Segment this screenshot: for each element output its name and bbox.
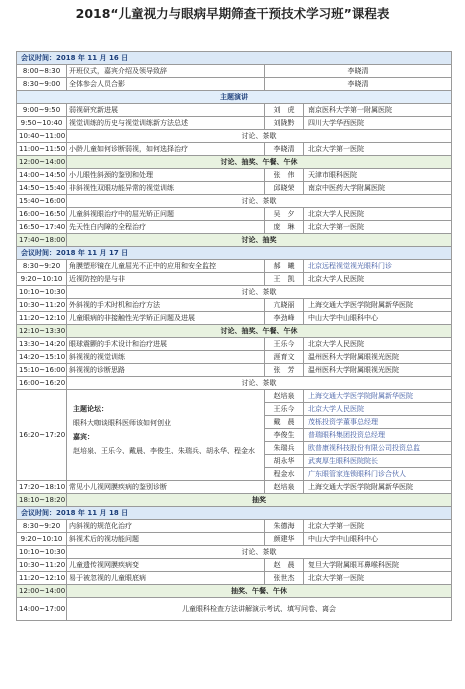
time-cell: 9:00~9:50 bbox=[17, 104, 67, 117]
speaker-cell: 李劲峰 bbox=[265, 312, 304, 325]
session-row bbox=[17, 533, 452, 546]
speaker-cell: 庞 琳 bbox=[265, 221, 304, 234]
break-row bbox=[17, 546, 452, 559]
org-cell: 温州医科大学附属眼视光医院 bbox=[304, 351, 452, 364]
org-cell: 北京大学人民医院 bbox=[304, 403, 452, 416]
org-cell: 中山大学中山眼科中心 bbox=[304, 312, 452, 325]
time-cell: 10:30~11:20 bbox=[17, 559, 67, 572]
session-row bbox=[17, 117, 452, 130]
break-row bbox=[17, 377, 452, 390]
org-cell: 北京大学人民医院 bbox=[304, 338, 452, 351]
time-cell: 9:50~10:40 bbox=[17, 117, 67, 130]
org-cell: 普瑞眼科集团投资总经理 bbox=[304, 429, 452, 442]
time-cell: 10:10~10:30 bbox=[17, 546, 67, 559]
time-cell: 11:20~12:10 bbox=[17, 572, 67, 585]
break-row bbox=[17, 130, 452, 143]
break-row bbox=[17, 598, 452, 621]
session-row bbox=[17, 520, 452, 533]
time-cell: 11:20~12:10 bbox=[17, 312, 67, 325]
forum-row bbox=[17, 390, 452, 403]
org-cell: 上海交通大学医学院附属新华医院 bbox=[304, 390, 452, 403]
time-cell: 16:00~16:50 bbox=[17, 208, 67, 221]
activity-cell: 讨论、茶歇 bbox=[67, 130, 452, 143]
speaker-cell: 刘陇黔 bbox=[265, 117, 304, 130]
session-row bbox=[17, 221, 452, 234]
time-cell: 10:40~11:00 bbox=[17, 130, 67, 143]
topic-cell: 弱视研究新进展 bbox=[67, 104, 265, 117]
speaker-cell: 刘 虎 bbox=[265, 104, 304, 117]
meal-row bbox=[17, 585, 452, 598]
time-cell: 14:00~17:00 bbox=[17, 598, 67, 621]
section-header-row bbox=[17, 91, 452, 104]
day-header-row bbox=[17, 52, 452, 65]
time-cell: 12:00~14:00 bbox=[17, 156, 67, 169]
topic-cell: 全体参会人员合影 bbox=[67, 78, 265, 91]
forum-topic-cell bbox=[67, 390, 265, 481]
time-cell: 8:00~8:30 bbox=[17, 65, 67, 78]
topic-cell: 斜视视的诊断思路 bbox=[67, 364, 265, 377]
session-row bbox=[17, 260, 452, 273]
session-row bbox=[17, 208, 452, 221]
time-cell: 13:30~14:20 bbox=[17, 338, 67, 351]
org-cell: 复旦大学附属眼耳鼻喉科医院 bbox=[304, 559, 452, 572]
topic-cell: 开班仪式，嘉宾介绍及领导致辞 bbox=[67, 65, 265, 78]
speaker-cell: 朱德海 bbox=[265, 520, 304, 533]
time-cell: 17:20~18:10 bbox=[17, 481, 67, 494]
speaker-cell: 吴 夕 bbox=[265, 208, 304, 221]
speaker-cell: 颜建华 bbox=[265, 533, 304, 546]
speaker-cell: 王乐今 bbox=[265, 403, 304, 416]
speaker-cell: 李俊生 bbox=[265, 429, 304, 442]
session-row bbox=[17, 364, 452, 377]
topic-cell: 眼球震颤的手术设计和治疗进展 bbox=[67, 338, 265, 351]
org-cell: 天津市眼科医院 bbox=[304, 169, 452, 182]
speaker-cell: 邱晓荣 bbox=[265, 182, 304, 195]
topic-cell: 视觉训练的历史与视觉训练新方法总述 bbox=[67, 117, 265, 130]
time-cell: 12:10~13:30 bbox=[17, 325, 67, 338]
topic-cell: 儿童斜视眼治疗中的屈光矫正问题 bbox=[67, 208, 265, 221]
day-header: 会议时间：2018 年 11 月 17 日 bbox=[17, 247, 452, 260]
org-cell: 欧普康视科技股份有限公司投资总监 bbox=[304, 442, 452, 455]
org-cell: 北京大学第一医院 bbox=[304, 221, 452, 234]
time-cell: 10:30~11:20 bbox=[17, 299, 67, 312]
time-cell: 9:20~10:10 bbox=[17, 273, 67, 286]
topic-cell: 常见小儿视网膜疾病的鉴别诊断 bbox=[67, 481, 265, 494]
session-row bbox=[17, 78, 452, 91]
speaker-cell: 李晓清 bbox=[265, 143, 304, 156]
session-row bbox=[17, 273, 452, 286]
time-cell: 15:10~16:00 bbox=[17, 364, 67, 377]
activity-cell: 讨论、茶歇 bbox=[67, 377, 452, 390]
org-cell: 北京大学人民医院 bbox=[304, 273, 452, 286]
time-cell: 8:30~9:20 bbox=[17, 260, 67, 273]
speaker-cell: 张 伟 bbox=[265, 169, 304, 182]
time-cell: 14:00~14:50 bbox=[17, 169, 67, 182]
speaker-cell: 朱瑞兵 bbox=[265, 442, 304, 455]
topic-cell: 内斜视的规范化治疗 bbox=[67, 520, 265, 533]
org-cell: 武爽厚生眼科医院院长 bbox=[304, 455, 452, 468]
org-cell: 北京大学第一医院 bbox=[304, 520, 452, 533]
time-cell: 14:20~15:10 bbox=[17, 351, 67, 364]
activity-cell: 讨论、抽奖、午餐、午休 bbox=[67, 325, 452, 338]
org-cell: 南京医科大学第一附属医院 bbox=[304, 104, 452, 117]
org-cell: 北京远程视觉视光眼科门诊 bbox=[304, 260, 452, 273]
day-header-row bbox=[17, 507, 452, 520]
topic-cell: 小儿眼性斜颈的鉴别和处理 bbox=[67, 169, 265, 182]
time-cell: 16:00~16:20 bbox=[17, 377, 67, 390]
topic-cell: 近视防控的是与非 bbox=[67, 273, 265, 286]
speaker-cell: 李晓清 bbox=[265, 65, 452, 78]
org-cell: 北京大学第一医院 bbox=[304, 572, 452, 585]
time-cell: 11:00~11:50 bbox=[17, 143, 67, 156]
speaker-cell: 赵 晨 bbox=[265, 559, 304, 572]
meal-row bbox=[17, 234, 452, 247]
topic-cell: 儿童遗传视网膜疾病变 bbox=[67, 559, 265, 572]
forum-guests-label: 嘉宾： bbox=[73, 433, 94, 441]
time-cell: 8:30~9:20 bbox=[17, 520, 67, 533]
break-row bbox=[17, 286, 452, 299]
org-cell: 上海交通大学医学院附属新华医院 bbox=[304, 481, 452, 494]
forum-guests: 赵培泉、王乐今、戴晨、李俊生、朱瑞兵、胡永华、程金水 bbox=[73, 447, 255, 455]
speaker-cell: 张世杰 bbox=[265, 572, 304, 585]
topic-cell: 小龄儿童如何诊断弱视，如何选择治疗 bbox=[67, 143, 265, 156]
activity-cell: 讨论、茶歇 bbox=[67, 195, 452, 208]
time-cell: 14:50~15:40 bbox=[17, 182, 67, 195]
org-cell: 温州医科大学附属眼视光医院 bbox=[304, 364, 452, 377]
topic-cell: 斜视术后的视功能问题 bbox=[67, 533, 265, 546]
topic-cell: 易于被忽视的儿童眼底病 bbox=[67, 572, 265, 585]
speaker-cell: 赵培泉 bbox=[265, 481, 304, 494]
schedule-table bbox=[16, 51, 452, 621]
speaker-cell: 赵培泉 bbox=[265, 390, 304, 403]
session-row bbox=[17, 169, 452, 182]
meal-row bbox=[17, 325, 452, 338]
speaker-cell: 李晓清 bbox=[265, 78, 452, 91]
session-row bbox=[17, 182, 452, 195]
activity-cell: 讨论、茶歇 bbox=[67, 546, 452, 559]
session-row bbox=[17, 299, 452, 312]
activity-cell: 讨论、茶歇 bbox=[67, 286, 452, 299]
topic-cell: 非斜视性双眼功能异常的视觉训练 bbox=[67, 182, 265, 195]
topic-cell: 角膜塑形镜在儿童屈光不正中的应用和安全监控 bbox=[67, 260, 265, 273]
session-row bbox=[17, 572, 452, 585]
time-cell: 8:30~9:00 bbox=[17, 78, 67, 91]
speaker-cell: 涯育文 bbox=[265, 351, 304, 364]
session-row bbox=[17, 312, 452, 325]
speaker-cell: 王 凯 bbox=[265, 273, 304, 286]
session-row bbox=[17, 559, 452, 572]
org-cell: 四川大学华西医院 bbox=[304, 117, 452, 130]
time-cell: 18:10~18:20 bbox=[17, 494, 67, 507]
activity-cell: 抽奖 bbox=[67, 494, 452, 507]
day-header: 会议时间：2018 年 11 月 16 日 bbox=[17, 52, 452, 65]
org-cell: 广东眼管家连锁眼科门诊合伙人 bbox=[304, 468, 452, 481]
day-header: 会议时间：2018 年 11 月 18 日 bbox=[17, 507, 452, 520]
forum-topic: 眼科大咖谈眼科医师该如何创业 bbox=[73, 419, 171, 427]
meal-row bbox=[17, 156, 452, 169]
session-row bbox=[17, 481, 452, 494]
time-cell: 12:00~14:00 bbox=[17, 585, 67, 598]
speaker-cell: 亢晓丽 bbox=[265, 299, 304, 312]
speaker-cell: 郝 曦 bbox=[265, 260, 304, 273]
page-title: 2018“儿童视力与眼病早期筛查干预技术学习班”课程表 bbox=[75, 6, 390, 21]
time-cell: 15:40~16:00 bbox=[17, 195, 67, 208]
time-cell: 17:40~18:00 bbox=[17, 234, 67, 247]
meal-row bbox=[17, 494, 452, 507]
session-row bbox=[17, 104, 452, 117]
day-header-row bbox=[17, 247, 452, 260]
speaker-cell: 张 芳 bbox=[265, 364, 304, 377]
speaker-cell: 王乐今 bbox=[265, 338, 304, 351]
org-cell: 茂栎投资学董事总经理 bbox=[304, 416, 452, 429]
session-row bbox=[17, 65, 452, 78]
speaker-cell: 戴 晨 bbox=[265, 416, 304, 429]
speaker-cell: 程金水 bbox=[265, 468, 304, 481]
session-row bbox=[17, 338, 452, 351]
activity-cell: 讨论、抽奖 bbox=[67, 234, 452, 247]
org-cell: 北京大学第一医院 bbox=[304, 143, 452, 156]
time-cell: 16:50~17:40 bbox=[17, 221, 67, 234]
break-row bbox=[17, 195, 452, 208]
activity-cell: 抽奖、午餐、午休 bbox=[67, 585, 452, 598]
org-cell: 南京中医药大学附属医院 bbox=[304, 182, 452, 195]
time-cell: 10:10~10:30 bbox=[17, 286, 67, 299]
time-cell: 16:20~17:20 bbox=[17, 390, 67, 481]
forum-heading: 主题论坛： bbox=[73, 405, 108, 413]
org-cell: 北京大学人民医院 bbox=[304, 208, 452, 221]
topic-cell: 先天性白内障的全程治疗 bbox=[67, 221, 265, 234]
section-header: 主题演讲 bbox=[17, 91, 452, 104]
topic-cell: 外斜视的手术时机和治疗方法 bbox=[67, 299, 265, 312]
session-row bbox=[17, 143, 452, 156]
topic-cell: 儿童眼病的非接触性光学矫正问题及进展 bbox=[67, 312, 265, 325]
topic-cell: 斜视视的视觉训练 bbox=[67, 351, 265, 364]
session-row bbox=[17, 351, 452, 364]
activity-cell: 讨论、抽奖、午餐、午休 bbox=[67, 156, 452, 169]
speaker-cell: 胡永华 bbox=[265, 455, 304, 468]
time-cell: 9:20~10:10 bbox=[17, 533, 67, 546]
org-cell: 中山大学中山眼科中心 bbox=[304, 533, 452, 546]
activity-cell: 儿童眼科检查方法讲解演示考试、填写问卷、离会 bbox=[67, 598, 452, 621]
org-cell: 上海交通大学医学院附属新华医院 bbox=[304, 299, 452, 312]
